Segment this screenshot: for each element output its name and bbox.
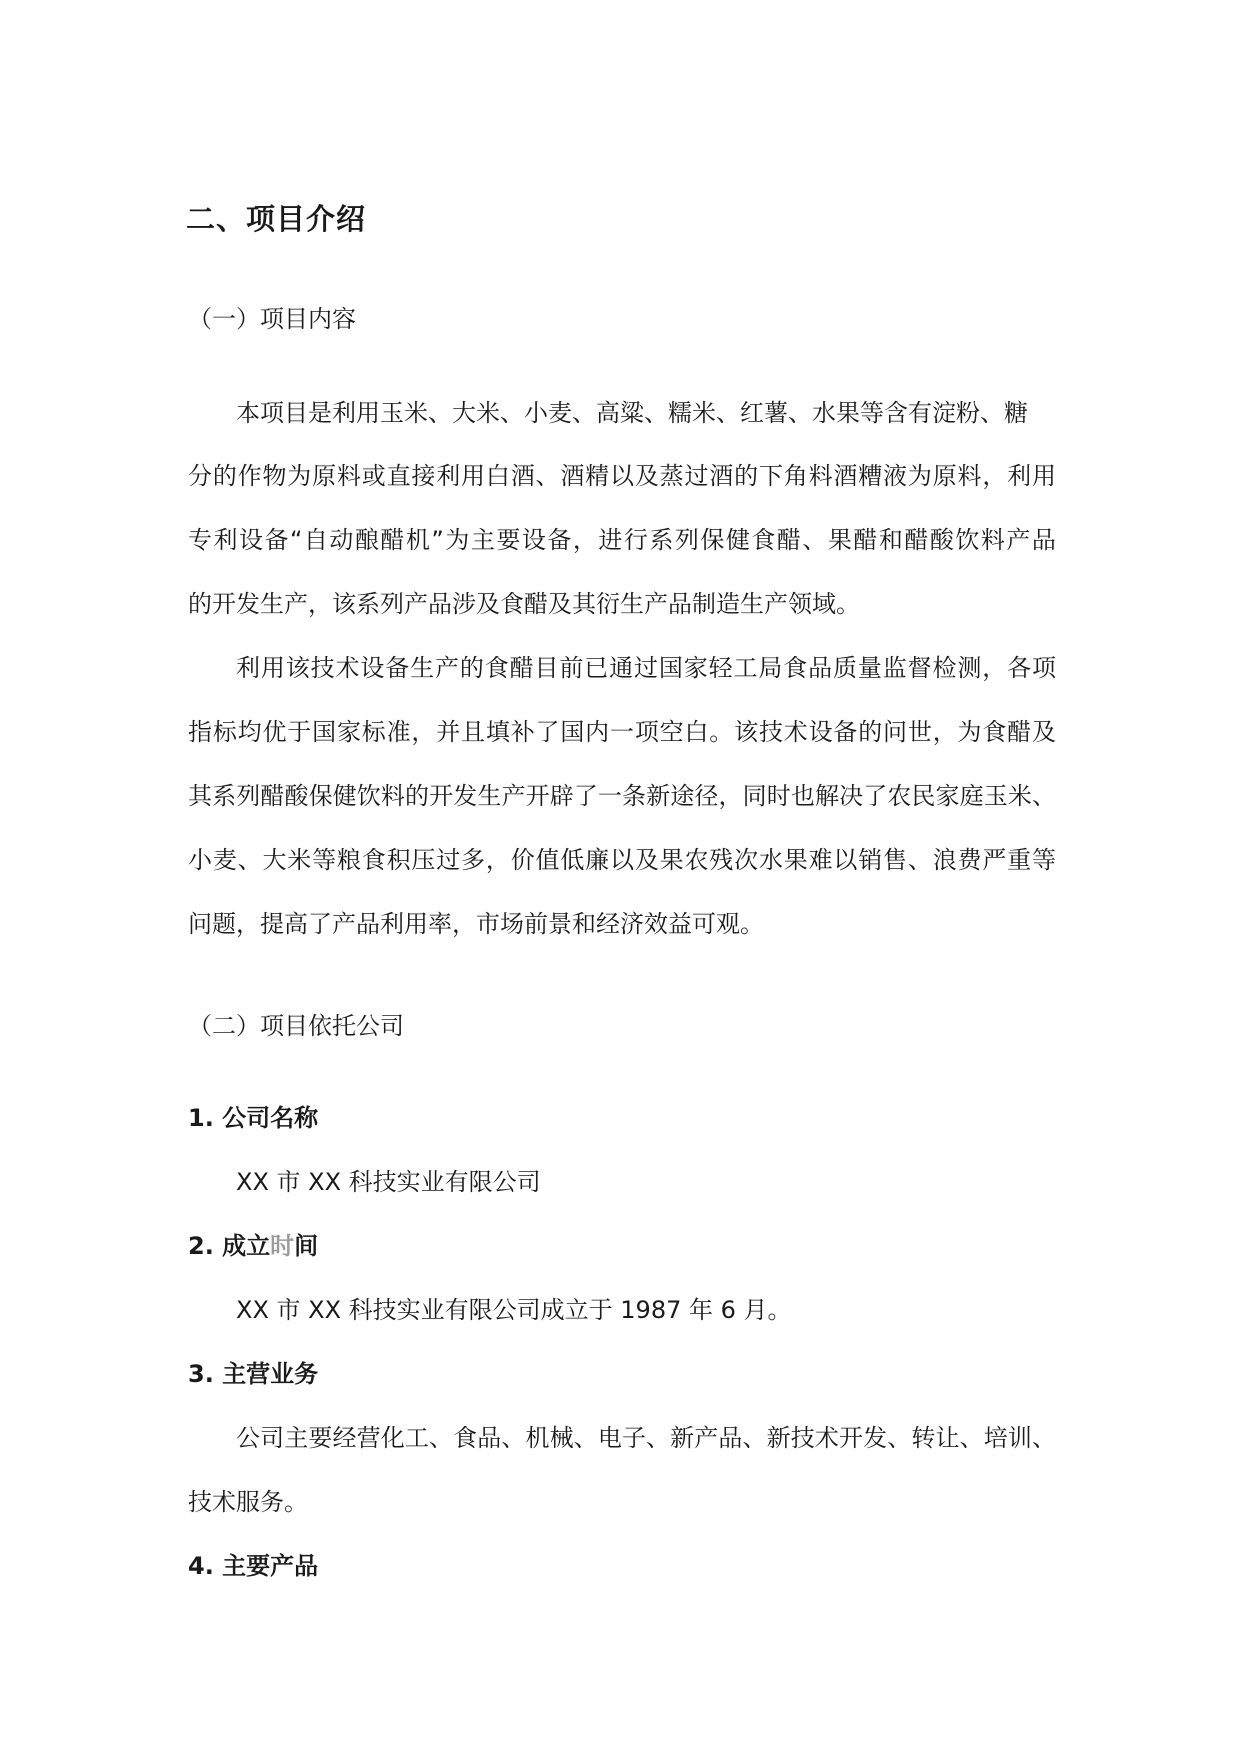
subsection-title-company: （二）项目依托公司	[188, 1012, 404, 1040]
business-line: 技术服务。	[188, 1488, 308, 1516]
company-name-text: XX 市 XX 科技实业有限公司	[236, 1168, 541, 1196]
paragraph-line: 问题，提高了产品利用率，市场前景和经济效益可观。	[188, 910, 764, 938]
paragraph-line: 专利设备“自动酿醋机”为主要设备，进行系列保健食醋、果醋和醋酸饮料产品	[188, 526, 1058, 554]
paragraph-line: 指标均优于国家标准，并且填补了国内一项空白。该技术设备的问世，为食醋及	[188, 718, 1057, 746]
item-title-founded-part: 时	[270, 1232, 295, 1260]
paragraph-line: 小麦、大米等粮食积压过多，价值低廉以及果农残次水果难以销售、浪费严重等	[188, 846, 1057, 874]
item-title-products: 4. 主要产品	[188, 1552, 319, 1580]
section-title: 二、项目介绍	[186, 202, 367, 236]
subsection-title-content: （一）项目内容	[188, 305, 356, 333]
founded-text: XX 市 XX 科技实业有限公司成立于 1987 年 6 月。	[236, 1296, 792, 1324]
paragraph-line: 分的作物为原料或直接利用白酒、酒精以及蒸过酒的下角料酒糟液为原料，利用	[188, 462, 1057, 490]
paragraph-line: 利用该技术设备生产的食醋目前已通过国家轻工局食品质量监督检测，各项	[236, 654, 1057, 682]
business-line: 公司主要经营化工、食品、机械、电子、新产品、新技术开发、转让、培训、	[236, 1424, 1057, 1452]
item-title-business: 3. 主营业务	[188, 1360, 319, 1388]
paragraph-line: 的开发生产，该系列产品涉及食醋及其衍生产品制造生产领域。	[188, 590, 860, 618]
paragraph-line: 其系列醋酸保健饮料的开发生产开辟了一条新途径，同时也解决了农民家庭玉米、	[188, 782, 1057, 810]
item-title-company-name: 1. 公司名称	[188, 1104, 319, 1132]
item-title-founded-part: 间	[294, 1232, 319, 1260]
item-title-founded	[188, 1226, 318, 1261]
item-title-founded-part: 2. 成立	[188, 1232, 271, 1260]
paragraph-line: 本项目是利用玉米、大米、小麦、高粱、糯米、红薯、水果等含有淀粉、糖	[236, 399, 1028, 427]
